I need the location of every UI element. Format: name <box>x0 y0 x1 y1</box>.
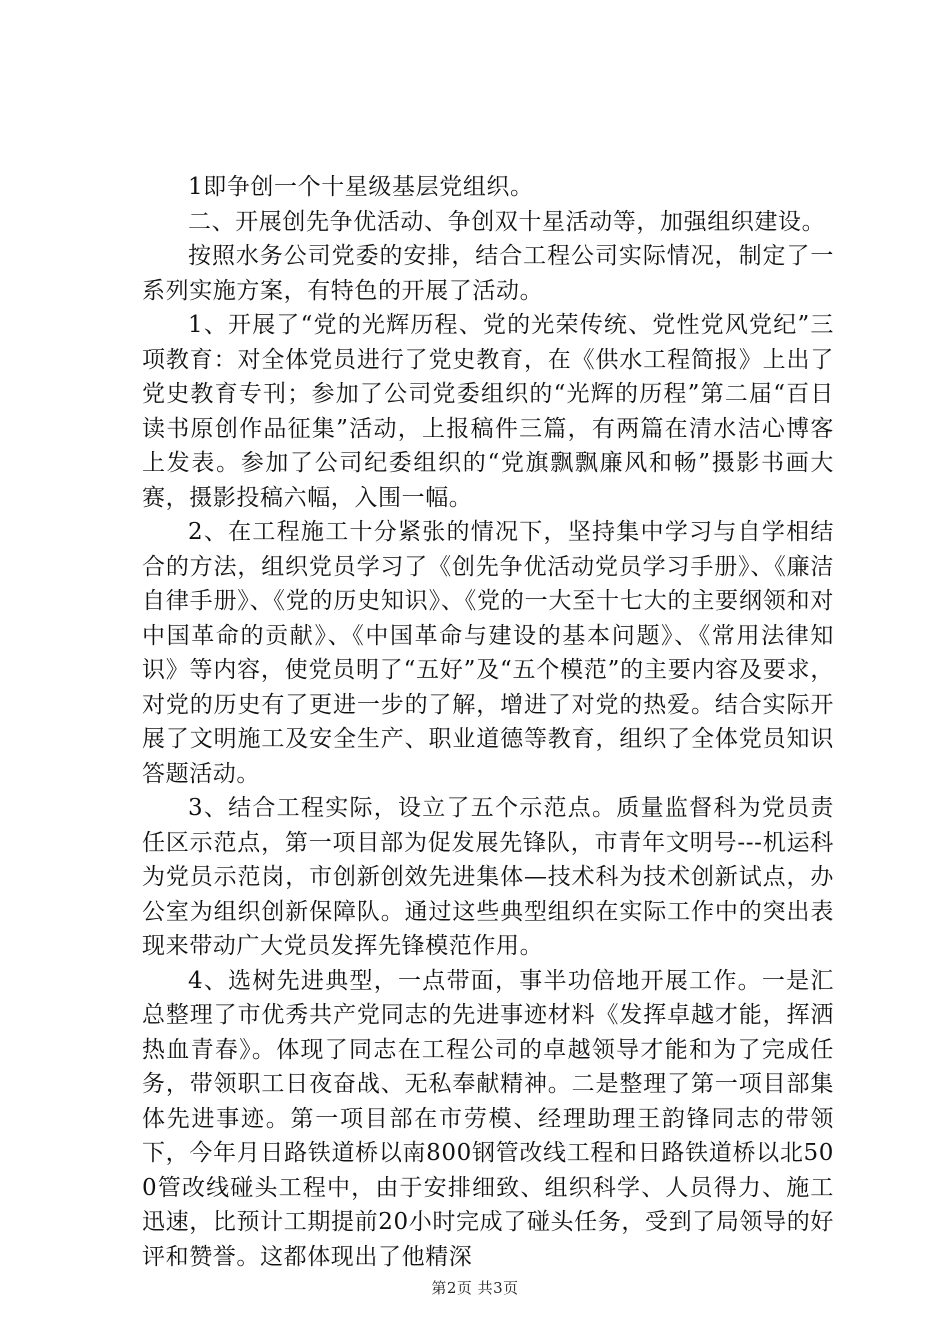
paragraph-1: 1即争创一个十星级基层党组织。 <box>188 174 534 200</box>
document-body <box>142 170 834 1274</box>
paragraph-5: 2、在工程施工十分紧张的情况下，坚持集中学习与自学相结合的方法，组织党员学习了《创先争优活动党员学习手册》、《廉洁自律手册》、《党的历史知识》、《党的一大至十七大的主要纲领和对中国革命的贡献》、《中国革命与建设的基本问题》、《常用法律知识》等内容，使党员明了“五好”及“五个模范”的主要内容及要求，对党的历史有了更进一步的了解，增进了对党的热爱。结合实际开展了文明施工及安全生产、职业道德等教育，组织了全体党员知识答题活动。 <box>142 519 834 787</box>
paragraph-7: 4、选树先进典型，一点带面，事半功倍地开展工作。一是汇总整理了市优秀共产党同志的先进事迹材料《发挥卓越才能，挥洒热血青春》。体现了同志在工程公司的卓越领导才能和为了完成任务，带领职工日夜奋战、无私奉献精神。二是整理了第一项目部集体先进事迹。第一项目部在市劳模、经理助理王韵锋同志的带领下，今年月日路铁道桥以南800钢管改线工程和日路铁道桥以北500管改线碰头工程中，由于安排细致、组织科学、人员得力、施工迅速，比预计工期提前20小时完成了碰头任务，受到了局领导的好评和赞誉。这都体现出了他精深 <box>142 967 834 1270</box>
paragraph-6: 3、结合工程实际，设立了五个示范点。质量监督科为党员责任区示范点，第一项目部为促发展先锋队，市青年文明号---机运科为党员示范岗，市创新创效先进集体—技术科为技术创新试点，办公室为组织创新保障队。通过这些典型组织在实际工作中的突出表现来带动广大党员发挥先锋模范作用。 <box>142 795 834 959</box>
page-footer <box>0 1278 950 1298</box>
page-number-label: 第2页 共3页 <box>431 1279 519 1297</box>
paragraph-3: 按照水务公司党委的安排，结合工程公司实际情况，制定了一系列实施方案，有特色的开展了活动。 <box>142 243 834 304</box>
paragraph-2: 二、开展创先争优活动、争创双十星活动等，加强组织建设。 <box>188 208 826 235</box>
paragraph-4: 1、开展了“党的光辉历程、党的光荣传统、党性党风党纪”三项教育：对全体党员进行了党史教育，在《供水工程简报》上出了党史教育专刊；参加了公司党委组织的“光辉的历程”第二届“百日读书原创作品征集”活动，上报稿件三篇，有两篇在清水洁心博客上发表。参加了公司纪委组织的“党旗飘飘廉风和畅”摄影书画大赛，摄影投稿六幅，入围一幅。 <box>142 312 834 511</box>
